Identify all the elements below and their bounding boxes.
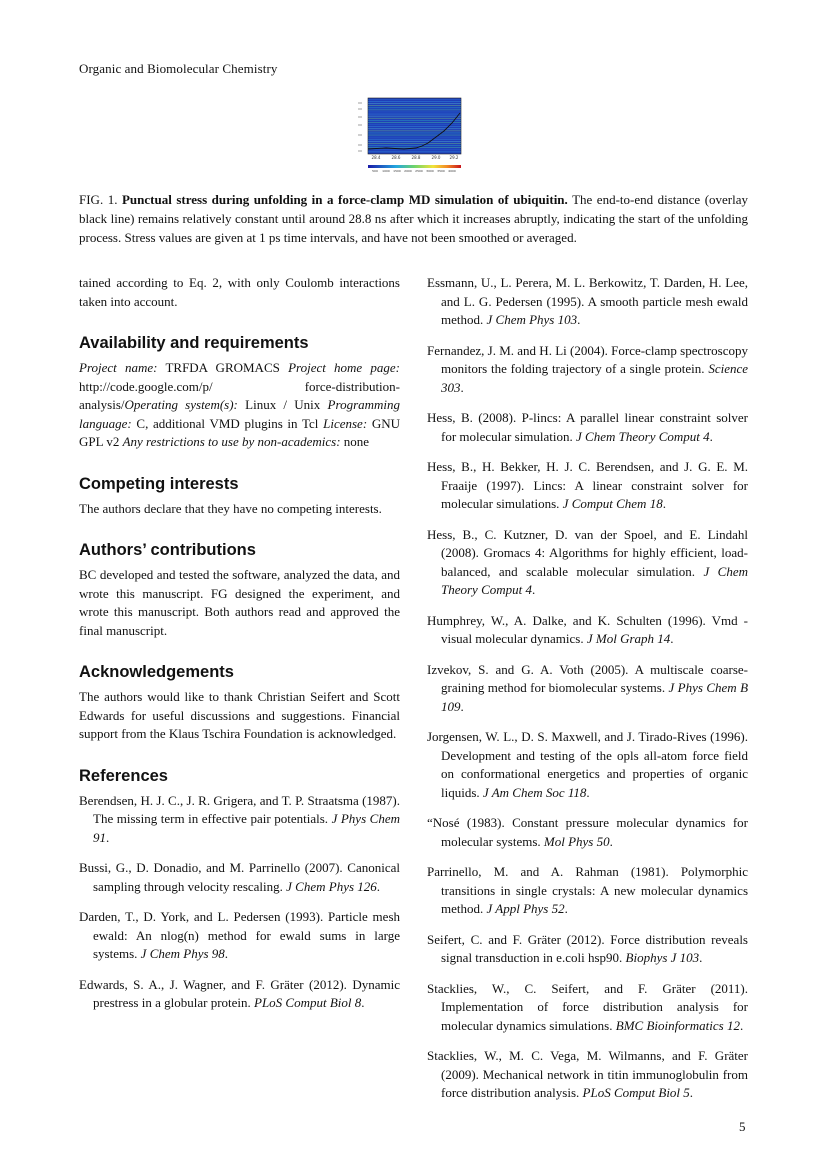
reference-item: Parrinello, M. and A. Rahman (1981). Polymorphic transitions in single crystals: A new molecular dynamics method. J Appl Phys 52. <box>427 864 748 916</box>
heatmap-stripe <box>368 124 461 125</box>
contributions-paragraph: BC developed and tested the software, analyzed the data, and wrote this manuscript. FG designed the experiment, and wrote this manuscript. Both authors read and approved the final manuscript. <box>79 567 400 638</box>
competing-heading: Competing interests <box>79 474 239 493</box>
figure-caption <box>79 190 748 247</box>
page-number: 5 <box>739 1119 746 1134</box>
heatmap-stripe <box>368 152 461 153</box>
heatmap-stripe <box>368 110 461 111</box>
colorbar-tick: 1500 <box>393 169 401 173</box>
heatmap-stripe <box>368 114 461 115</box>
colorbar-tick: 2000 <box>404 169 412 173</box>
heatmap-stripe <box>368 105 461 106</box>
reference-item: Stacklies, W., M. C. Vega, M. Wilmanns, and F. Gräter (2009). Mechanical network in titin immunoglobulin from force distribution analysis. PLoS Comput Biol 5. <box>427 1048 748 1100</box>
running-head: Organic and Biomolecular Chemistry <box>79 61 278 76</box>
caption-label: FIG. 1. <box>79 192 118 207</box>
heatmap-stripe <box>368 99 461 100</box>
reference-item: Hess, B., H. Bekker, H. J. C. Berendsen, and J. G. E. M. Fraaije (1997). Lincs: A linear constraint solver for molecular simulations. J Comput Chem 18. <box>427 459 748 511</box>
colorbar-tick: 2500 <box>415 169 423 173</box>
heatmap-stripe <box>368 137 461 138</box>
heatmap-stripe <box>368 116 461 117</box>
os-label: Operating system(s): <box>124 397 238 412</box>
reference-item: Jorgensen, W. L., D. S. Maxwell, and J. Tirado-Rives (1996). Development and testing of the opls all-atom force field on conformational energetics and properties of organic liquids. J Am Chem Soc 118. <box>427 729 748 800</box>
language-value: C, additional VMD plugins in Tcl <box>136 415 319 431</box>
colorbar-ticks <box>372 169 456 173</box>
reference-item: Essmann, U., L. Perera, M. L. Berkowitz, T. Darden, H. Lee, and L. G. Pedersen (1995). A smooth particle mesh ewald method. J Chem Phys 103. <box>427 275 748 327</box>
colorbar-tick: 3000 <box>426 169 434 173</box>
x-tick-label: 28.4 <box>371 155 381 160</box>
caption-title: Punctual stress during unfolding in a force-clamp MD simulation of ubiquitin. <box>121 192 568 207</box>
heatmap-stripe <box>368 135 461 136</box>
x-tick-labels <box>372 155 459 160</box>
language-label: Programming language: <box>79 397 401 431</box>
left-column <box>79 274 400 1025</box>
x-tick-label: 29.2 <box>449 155 459 160</box>
home-page-label: Project home page: <box>288 360 401 375</box>
competing-paragraph: The authors declare that they have no competing interests. <box>79 500 382 516</box>
heatmap-stripe <box>368 126 461 127</box>
colorbar-tick: 1000 <box>382 169 390 173</box>
os-value: Linux / Unix <box>245 397 321 412</box>
reference-item: “Nosé (1983). Constant pressure molecular dynamics for molecular systems. Mol Phys 50. <box>427 815 748 849</box>
reference-item: Stacklies, W., C. Seifert, and F. Gräter (2011). Implementation of force distribution analysis for molecular dynamics simulations. BMC Bioinformatics 12. <box>427 980 748 1033</box>
availability-paragraph <box>79 359 400 452</box>
heatmap-stripe <box>368 149 461 150</box>
reference-item: Hess, B. (2008). P-lincs: A parallel linear constraint solver for molecular simulation. J Chem Theory Comput 4. <box>427 410 748 444</box>
right-column <box>427 274 748 1115</box>
heatmap-stripe <box>368 107 461 108</box>
colorbar-tick: 500 <box>372 169 378 173</box>
restrictions-value: none <box>343 434 370 449</box>
heatmap-stripe <box>368 103 461 104</box>
colorbar-tick: 3500 <box>437 169 445 173</box>
license-label: License: <box>323 415 368 431</box>
references-list-left <box>79 792 400 1013</box>
heatmap-stripe <box>368 133 461 134</box>
x-tick-label: 28.8 <box>411 155 421 160</box>
figure-image <box>356 95 474 175</box>
heatmap-stripe <box>368 122 461 123</box>
heatmap-stripe <box>368 118 461 119</box>
availability-heading: Availability and requirements <box>79 334 309 352</box>
x-tick-label: 28.6 <box>391 155 401 160</box>
contributions-heading: Authors’ contributions <box>79 541 256 559</box>
heatmap-stripe <box>368 120 461 121</box>
heatmap-stripe <box>368 101 461 102</box>
heatmap-stripe <box>368 145 461 146</box>
home-page-link[interactable]: http://code.google.com/p/ force-distribution-analysis/ <box>79 378 400 412</box>
caption-text: The end-to-end distance (overlay black line) remains relatively constant until around 28.8 ns after which it increases abruptly, indicating the start of the unfolding process. Stress values are given at 1 ps time intervals, and have not been smoothed or averaged. <box>79 192 749 245</box>
acknowledgements-paragraph: The authors would like to thank Christian Seifert and Scott Edwards for useful discussions and suggestions. Financial support from the Klaus Tschira Foundation is acknowledged. <box>79 689 400 741</box>
colorbar-tick: 4000 <box>448 169 456 173</box>
license-value: GNU GPL v2 <box>79 415 401 449</box>
project-name-label: Project name: <box>79 360 158 375</box>
acknowledgements-heading: Acknowledgements <box>79 663 234 681</box>
reference-item: Hess, B., C. Kutzner, D. van der Spoel, and E. Lindahl (2008). Gromacs 4: Algorithms for highly efficient, load-balanced, and scalable molecular simulation. J Chem Theory Comput 4. <box>427 526 749 597</box>
reference-item: Darden, T., D. York, and L. Pedersen (1993). Particle mesh ewald: An nlog(n) method for ewald sums in large systems. J Chem Phys 98. <box>79 909 400 961</box>
project-name-value: TRFDA GROMACS <box>165 360 280 375</box>
reference-item: Humphrey, W., A. Dalke, and K. Schulten (1996). Vmd - visual molecular dynamics. J Mol Graph 14. <box>427 612 748 646</box>
intro-paragraph: tained according to Eq. 2, with only Coulomb interactions taken into account. <box>79 275 400 309</box>
y-axis-ticks <box>358 103 362 151</box>
reference-item: Berendsen, H. J. C., J. R. Grigera, and T. P. Straatsma (1987). The missing term in effective pair potentials. J Phys Chem 91. <box>79 792 400 845</box>
restrictions-label: Any restrictions to use by non-academics: <box>122 434 341 449</box>
heatmap-stripe <box>368 141 461 142</box>
references-heading: References <box>79 766 168 785</box>
reference-item: Edwards, S. A., J. Wagner, and F. Gräter (2012). Dynamic prestress in a globular protein. PLoS Comput Biol 8. <box>79 976 400 1010</box>
x-tick-label: 29.0 <box>431 155 441 160</box>
reference-item: Izvekov, S. and G. A. Voth (2005). A multiscale coarse-graining method for biomolecular systems. J Phys Chem B 109. <box>427 661 749 714</box>
reference-item: Seifert, C. and F. Gräter (2012). Force distribution reveals signal transduction in e.coli hsp90. Biophys J 103. <box>427 931 748 965</box>
heatmap-stripe <box>368 131 461 132</box>
reference-item: Fernandez, J. M. and H. Li (2004). Force-clamp spectroscopy monitors the folding trajectory of a single protein. Science 303. <box>427 342 749 395</box>
colorbar <box>368 165 461 168</box>
heatmap-stripe <box>368 143 461 144</box>
heatmap-stripe <box>368 112 461 113</box>
stress-heatmap-figure <box>356 95 474 175</box>
reference-item: Bussi, G., D. Donadio, and M. Parrinello (2007). Canonical sampling through velocity rescaling. J Chem Phys 126. <box>79 860 400 894</box>
heatmap-stripe <box>368 139 461 140</box>
